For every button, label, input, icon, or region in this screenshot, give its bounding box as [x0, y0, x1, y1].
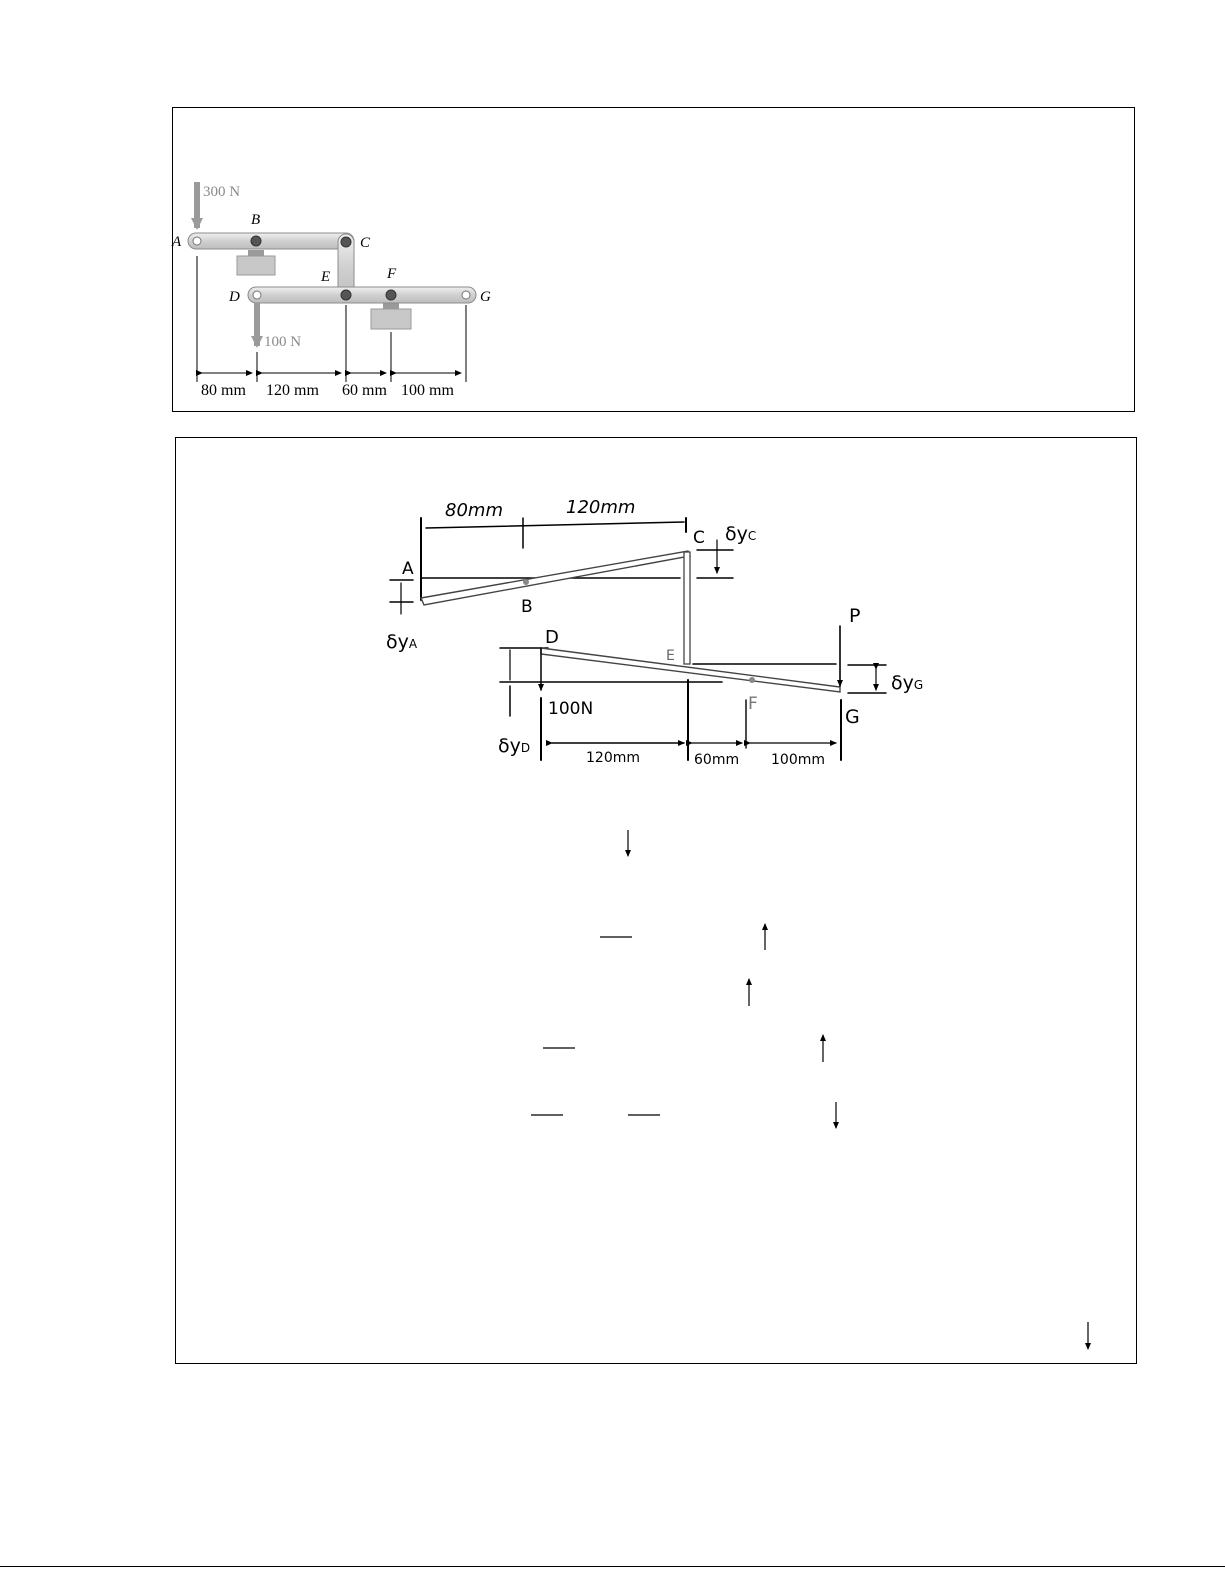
label-g: G [480, 289, 491, 305]
page-bottom-rule [0, 1566, 1225, 1567]
sketch-load-100n: 100N [548, 699, 594, 719]
label-b: B [251, 212, 261, 228]
sketch-label-a: A [402, 559, 414, 579]
sketch-dim-120mm: 120mm [566, 497, 636, 518]
pin-b [251, 236, 261, 246]
sketch-label-e: E [666, 648, 675, 664]
load-label-100n: 100 N [264, 334, 302, 350]
sketch-label-f: F [748, 694, 758, 714]
label-d: D [229, 289, 240, 305]
label-a: A [172, 234, 182, 250]
sketch-label-p: P [849, 605, 861, 627]
equation-marks [531, 830, 1088, 1349]
pin-c [341, 237, 351, 247]
problem-figure [171, 182, 491, 399]
sketch-dyg: δyG [891, 672, 924, 694]
sketch-label-c: C [693, 528, 705, 548]
sketch-dim-fg: 100mm [771, 752, 825, 768]
virtual-displacement-sketch [386, 497, 923, 768]
load-label-300n: 300 N [203, 184, 241, 200]
pin-d [253, 291, 261, 299]
dim-100mm: 100 mm [401, 382, 454, 399]
sketch-dim-80mm: 80mm [445, 500, 503, 521]
sketch-label-g: G [845, 706, 860, 728]
bar-abc [188, 233, 354, 249]
label-c: C [360, 235, 371, 251]
sketch-dim-line-top [426, 522, 684, 528]
bar-defg [248, 287, 476, 303]
sketch-dim-de: 120mm [586, 750, 640, 766]
pin-f [386, 290, 396, 300]
sketch-label-d: D [545, 627, 559, 648]
sketch-dya: δyA [386, 631, 418, 653]
dim-120mm: 120 mm [266, 382, 319, 399]
sketch-dyd: δyD [498, 735, 531, 757]
pin-a [193, 237, 201, 245]
sketch-label-b: B [521, 597, 533, 617]
label-f: F [387, 266, 397, 282]
sketch-link-ce [684, 552, 690, 664]
sketch-dyc: δyC [725, 523, 757, 545]
support-b-block [237, 256, 275, 275]
pin-g [462, 291, 470, 299]
pin-e [341, 290, 351, 300]
sketch-dim-ef: 60mm [694, 752, 740, 768]
support-f-block [371, 309, 411, 329]
dim-60mm: 60 mm [342, 382, 387, 399]
label-e: E [321, 269, 331, 285]
dim-80mm: 80 mm [201, 382, 246, 399]
